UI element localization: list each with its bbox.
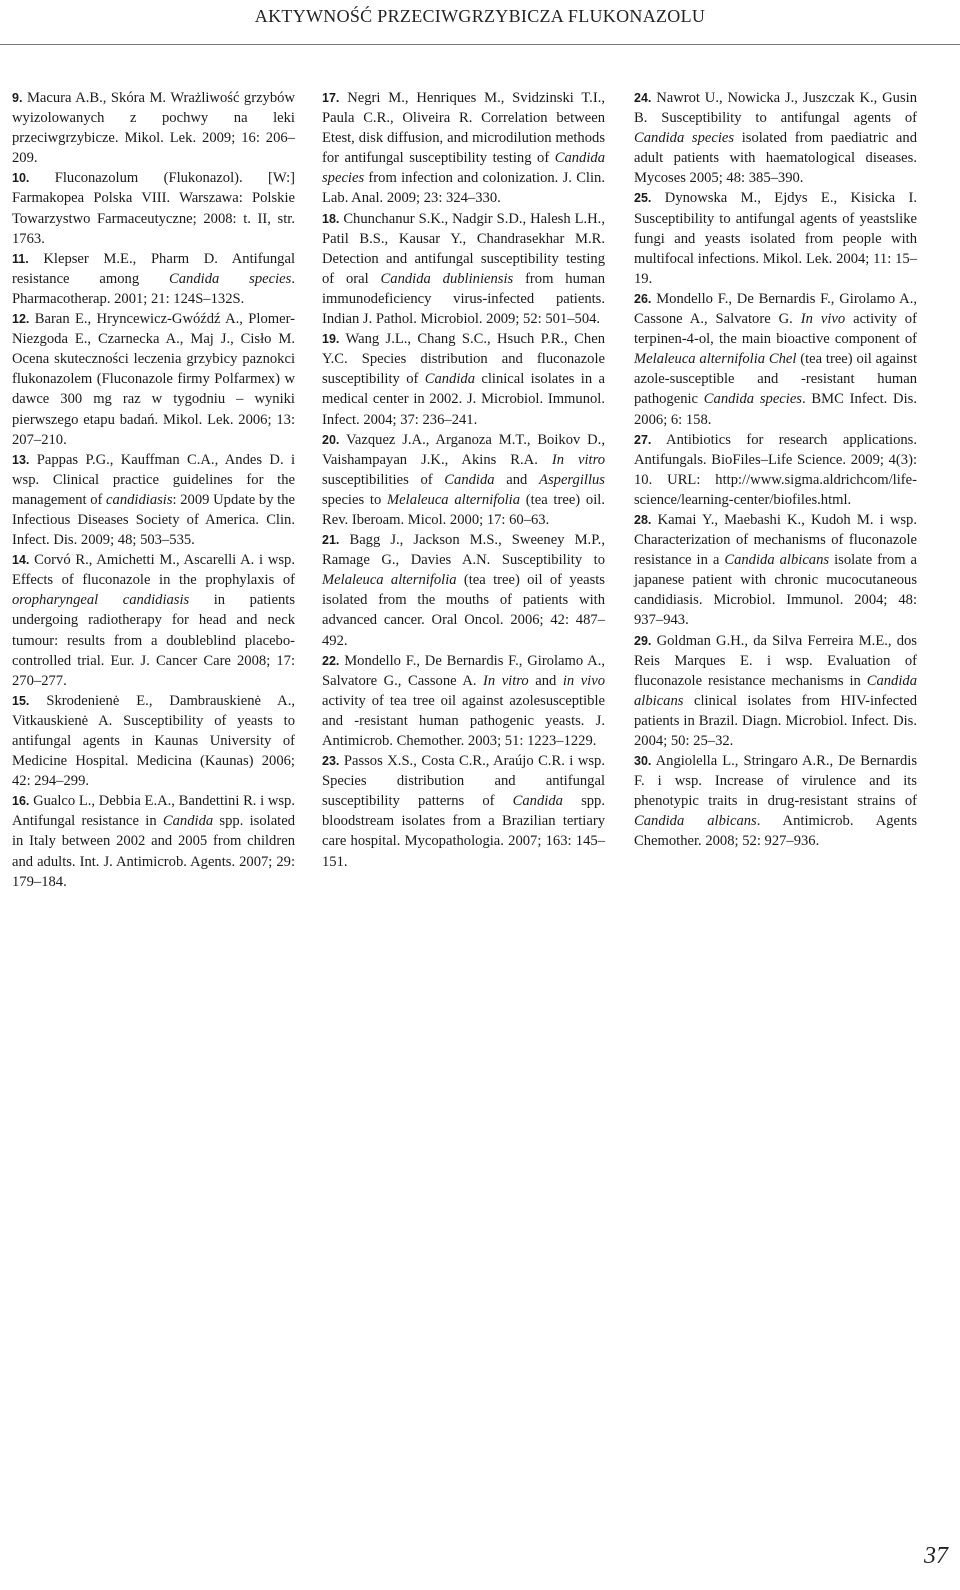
reference-text-segment: Mondello F., De Bernardis F., Girolamo A., Salvatore G., Cassone A. — [322, 652, 605, 689]
reference-text — [634, 512, 917, 628]
reference-entry — [12, 168, 295, 248]
reference-number: 25. — [634, 191, 652, 206]
reference-italic-text: Candida species — [169, 270, 292, 287]
reference-italic-text: Melaleuca alternifolia Chel — [634, 351, 797, 368]
reference-text-segment: Macura A.B., Skóra M. Wrażliwość grzybów wyizolowanych z pochwy na leki przeciwgrzybicze. Mikol. Lek. 2009; 16: 206–209. — [12, 90, 295, 167]
reference-text-segment: : 2009 Update by the Infectious Diseases Society of America. Clin. Infect. Dis. 2009; 48; 503–535. — [12, 491, 295, 549]
reference-text-segment: Klepser M.E., Pharm D. Antifungal resistance among — [12, 250, 296, 287]
reference-number: 26. — [634, 291, 652, 306]
reference-text — [634, 633, 917, 749]
reference-text-segment: in patients undergoing radiotherapy for head and neck tumour: results from a doubleblind placebo-controlled trial. Eur. J. Cancer Care 2008; 17: 270–277. — [12, 592, 295, 689]
reference-number: 16. — [12, 794, 30, 809]
reference-entry — [634, 751, 917, 851]
reference-text-segment: species to — [322, 491, 388, 508]
reference-text — [322, 90, 605, 206]
reference-text — [12, 251, 295, 307]
reference-text — [12, 90, 295, 166]
reference-entry — [12, 691, 295, 791]
reference-text-segment: (tea tree) oil. Rev. Iberoam. Micol. 2000; 17: 60–63. — [322, 491, 605, 528]
reference-number: 17. — [322, 91, 340, 105]
reference-italic-text: In vitro — [483, 672, 529, 689]
reference-text-segment: Nawrot U., Nowicka J., Juszczak K., Gusin B. Susceptibility to antifungal agents of — [634, 90, 917, 127]
reference-italic-text: In vitro — [551, 451, 606, 468]
reference-number: 24. — [634, 91, 652, 105]
reference-entry — [322, 651, 605, 751]
reference-entry — [322, 209, 605, 330]
page-number: 37 — [924, 1543, 948, 1569]
reference-text-segment: Passos X.S., Costa C.R., Araújo C.R. i wsp. Species distribution and antifungal susceptibility patterns of — [322, 753, 605, 810]
reference-text-segment: Baran E., Hryncewicz-Gwóźdź A., Plomer-Niezgoda E., Czarnecka A., Maj J., Cisło M. Ocena skuteczności leczenia grzybicy paznokci flukonazolem (Fluconazole firmy Polfarmex) w dawce 300 mg raz w tygodniu – wyniki pierwszego etapu badań. Mikol. Lek. 2006; 13: 207–210. — [12, 311, 296, 448]
reference-number: 9. — [12, 91, 23, 105]
reference-entry — [12, 309, 295, 450]
reference-entry — [634, 88, 917, 188]
reference-text-segment: activity of terpinen-4-ol, the main bioactive component of — [634, 311, 917, 348]
reference-italic-text: Candida dubliniensis — [380, 270, 514, 287]
reference-entry — [322, 430, 605, 530]
reference-italic-text: Candida — [512, 793, 563, 810]
reference-entry — [634, 430, 917, 510]
reference-italic-text: Candida species — [634, 130, 735, 147]
reference-text-segment: Wang J.L., Chang S.C., Hsuch P.R., Chen Y.C. Species distribution and fluconazole susceptibility of — [322, 331, 605, 388]
reference-text — [322, 432, 605, 528]
reference-entry — [634, 631, 917, 752]
reference-text-segment: susceptibilities of — [322, 471, 445, 488]
reference-text-segment: Fluconazolum (Flukonazol). [W:] Farmakopea Polska VIII. Warszawa: Polskie Towarzystwo Farmaceutyczne; 2008: t. II, str. 1763. — [12, 170, 295, 247]
reference-italic-text: Candida species — [703, 391, 802, 408]
reference-italic-text: Candida albicans — [724, 552, 830, 569]
reference-number: 14. — [12, 553, 30, 568]
reference-text — [322, 211, 605, 327]
reference-text-segment: spp. bloodstream isolates from a Brazilian tertiary care hospital. Mycopathologia. 2007; 163: 145–151. — [322, 793, 605, 870]
reference-number: 20. — [322, 432, 340, 447]
reference-number: 29. — [634, 633, 652, 648]
reference-entry — [634, 188, 917, 288]
reference-entry — [322, 530, 605, 651]
reference-text — [12, 311, 295, 448]
references-column-3 — [634, 88, 917, 852]
reference-text-segment: Gualco L., Debbia E.A., Bandettini R. i wsp. Antifungal resistance in — [12, 793, 295, 830]
reference-entry — [12, 249, 295, 309]
reference-number: 21. — [322, 533, 340, 548]
reference-text-segment: from human immunodeficiency virus-infected patients. Indian J. Pathol. Microbiol. 2009; 52: 501–504. — [322, 270, 605, 328]
reference-text-segment: (tea tree) oil of yeasts isolated from the mouths of patients with advanced cancer. Oral Oncol. 2006; 42: 487–492. — [322, 572, 605, 649]
reference-text — [634, 753, 917, 849]
reference-number: 27. — [634, 432, 652, 447]
reference-number: 12. — [12, 312, 30, 327]
reference-text — [12, 693, 295, 789]
reference-number: 28. — [634, 512, 652, 527]
reference-number: 10. — [12, 171, 30, 186]
reference-text — [322, 753, 605, 869]
reference-text — [12, 552, 295, 689]
reference-text-segment: clinical isolates in a medical center in 2002. J. Microbiol. Immunol. Infect. 2004; 37: 236–241. — [322, 371, 605, 428]
reference-text-segment: Vazquez J.A., Arganoza M.T., Boikov D., Vaishampayan J.K., Akins R.A. — [322, 431, 605, 468]
reference-text-segment: Pappas P.G., Kauffman C.A., Andes D. i wsp. Clinical practice guidelines for the management of — [12, 451, 295, 508]
reference-italic-text: Candida albicans — [634, 813, 757, 830]
reference-entry — [12, 88, 295, 168]
reference-italic-text: Melaleuca alternifolia — [322, 572, 457, 589]
reference-text-segment: Angiolella L., Stringaro A.R., De Bernardis F. i wsp. Increase of virulence and its phenotypic traits in drug-resistant strains of — [634, 753, 917, 810]
reference-text-segment: spp. isolated in Italy between 2002 and 2005 from children and adults. Int. J. Antimicrob. Agents. 2007; 29: 179–184. — [12, 813, 295, 890]
reference-text — [634, 90, 917, 186]
reference-text — [12, 452, 295, 548]
reference-number: 13. — [12, 452, 30, 467]
reference-entry — [322, 88, 605, 209]
reference-italic-text: In vivo — [800, 311, 846, 328]
reference-number: 19. — [322, 332, 340, 347]
reference-italic-text: in vivo — [562, 672, 606, 689]
reference-text-segment: Bagg J., Jackson M.S., Sweeney M.P., Ramage G., Davies A.N. Susceptibility to — [322, 532, 605, 569]
reference-text-segment: Corvó R., Amichetti M., Ascarelli A. i wsp. Effects of fluconazole in the prophylaxis of — [12, 552, 295, 589]
reference-text-segment: isolated from paediatric and adult patients with haematological diseases. Mycoses 2005; 48: 385–390. — [634, 130, 917, 187]
reference-number: 18. — [322, 211, 340, 226]
reference-text-segment: Mondello F., De Bernardis F., Girolamo A., Cassone A., Salvatore G. — [634, 290, 917, 328]
header-divider — [0, 44, 960, 45]
reference-text-segment: Skrodenienė E., Dambrauskienė A., Vitkauskienė A. Susceptibility of yeasts to antifungal agents in Kaunas University of Medicine Hospital. Medicina (Kaunas) 2006; 42: 294–299. — [12, 692, 296, 790]
references-column-1 — [12, 88, 295, 892]
reference-text-segment: . Pharmacotherap. 2001; 21: 124S–132S. — [12, 270, 295, 307]
reference-text-segment: clinical isolates from HIV-infected patients in Brazil. Diagn. Microbiol. Infect. Dis. 2004; 50: 25–32. — [634, 692, 917, 749]
reference-text — [12, 170, 295, 246]
reference-italic-text: Candida species — [322, 150, 605, 187]
reference-italic-text: Candida — [424, 371, 475, 388]
reference-text-segment: Goldman G.H., da Silva Ferreira M.E., dos Reis Marques E. i wsp. Evaluation of fluconazole resistance mechanisms in — [634, 632, 917, 689]
reference-text — [322, 653, 605, 749]
reference-text-segment: isolate from a japanese patient with chronic mucocutaneous candidiasis. Microbiol. Immunol. 2004; 48: 937–943. — [634, 552, 918, 629]
reference-text — [634, 291, 917, 428]
reference-italic-text: Candida albicans — [634, 672, 917, 709]
reference-number: 22. — [322, 653, 340, 668]
reference-text-segment: Dynowska M., Ejdys E., Kisicka I. Susceptibility to antifungal agents of yeastslike fungi and yeasts isolated from people with multifocal infections. Mikol. Lek. 2004; 11: 15–19. — [634, 190, 917, 287]
reference-italic-text: Candida — [162, 813, 214, 830]
reference-number: 15. — [12, 693, 30, 708]
references-column-2 — [322, 88, 605, 872]
reference-text — [322, 331, 605, 427]
reference-entry — [12, 550, 295, 691]
reference-entry — [322, 329, 605, 429]
reference-text-segment: and — [494, 471, 540, 488]
reference-italic-text: Melaleuca alternifolia — [387, 491, 521, 508]
reference-text-segment: Antibiotics for research applications. Antifungals. BioFiles–Life Science. 2009; 4(3): 10. URL: http://www.sigma.aldrichcom/life-science/learning-center/biofiles.html. — [634, 431, 918, 508]
reference-text — [634, 190, 917, 286]
reference-entry — [12, 791, 295, 891]
reference-text-segment: . Antimicrob. Agents Chemother. 2008; 52: 927–936. — [634, 813, 918, 850]
running-head-title: AKTYWNOŚĆ PRZECIWGRZYBICZA FLUKONAZOLU — [254, 6, 706, 26]
reference-italic-text: Candida — [444, 471, 495, 488]
reference-text-segment: Negri M., Henriques M., Svidzinski T.I., Paula C.R., Oliveira R. Correlation between Etest, disk diffusion, and microdilution methods for antifungal susceptibility testing of — [322, 90, 605, 167]
reference-text — [12, 793, 295, 889]
reference-text-segment: Chunchanur S.K., Nadgir S.D., Halesh L.H., Patil B.S., Kausar Y., Chandrasekhar M.R. Detection and antifungal susceptibility testing of oral — [322, 210, 605, 287]
reference-italic-text: Aspergillus — [539, 471, 605, 488]
reference-entry — [634, 510, 917, 631]
reference-text-segment: from infection and colonization. J. Clin. Lab. Anal. 2009; 23: 324–330. — [322, 170, 605, 207]
reference-italic-text: candidiasis — [106, 491, 173, 508]
reference-text-segment: Kamai Y., Maebashi K., Kudoh M. i wsp. Characterization of mechanisms of fluconazole resistance in a — [634, 511, 917, 569]
reference-entry — [634, 289, 917, 430]
reference-text — [322, 532, 605, 648]
reference-italic-text: oropharyngeal candidiasis — [12, 592, 190, 609]
reference-number: 30. — [634, 754, 652, 769]
reference-entry — [322, 751, 605, 872]
reference-text-segment: activity of tea tree oil against azolesusceptible and -resistant human pathogenic yeasts. J. Antimicrob. Chemother. 2003; 51: 1223–1229. — [322, 692, 605, 749]
reference-number: 11. — [12, 251, 29, 266]
reference-entry — [12, 450, 295, 550]
reference-text-segment: and — [528, 672, 563, 689]
reference-text-segment: . BMC Infect. Dis. 2006; 6: 158. — [634, 391, 917, 428]
reference-text-segment: (tea tree) oil against azole-susceptible and -resistant human pathogenic — [634, 351, 917, 408]
reference-number: 23. — [322, 754, 340, 769]
reference-text — [634, 432, 917, 508]
